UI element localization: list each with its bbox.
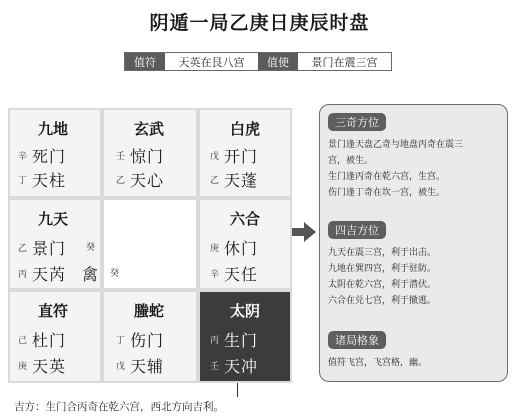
earth-stem: 庚 [18, 362, 28, 372]
heaven-stem: 己 [18, 336, 28, 346]
gate-name: 开门 [224, 147, 259, 166]
gate-name: 死门 [32, 147, 67, 166]
earth-stem: 丙 [18, 270, 28, 280]
analysis-panel [319, 104, 508, 382]
extra-stem: 癸 [86, 243, 96, 253]
palace-southeast [200, 292, 290, 381]
heaven-stem: 丁 [116, 336, 126, 346]
earth-stem: 辛 [210, 270, 220, 280]
panel-line: 景门逢天盘乙奇与地盘丙奇在震三 [328, 140, 464, 150]
gate-name: 惊门 [130, 147, 165, 166]
heaven-stem: 辛 [18, 152, 28, 162]
page-title: 阴遁一局乙庚日庚辰时盘 [149, 12, 370, 34]
palace-northeast [200, 110, 290, 196]
palace-east [200, 200, 290, 288]
panel-line: 宫，被生。 [328, 156, 374, 166]
star-name: 天蓬 [224, 171, 259, 190]
heaven-stem: 丙 [210, 336, 220, 346]
palace-title: 螣蛇 [134, 302, 165, 320]
palace-title: 直符 [38, 302, 69, 320]
star-name: 天英 [32, 357, 67, 376]
heaven-stem: 乙 [18, 244, 28, 254]
palace-title: 玄武 [134, 120, 165, 138]
section-heading-siji: 四吉方位 [328, 221, 386, 239]
panel-line: 生门逢丙奇在乾六宫，生宫。 [328, 172, 446, 182]
panel-line: 九地在巽四宫，利于驻防。 [328, 264, 437, 274]
connector-line [237, 383, 238, 397]
palace-north [104, 110, 196, 196]
gate-name: 景门 [32, 239, 67, 258]
gate-name: 杜门 [32, 331, 67, 350]
auspicious-direction-note: 吉方：生门合丙奇在乾六宫，西北方向吉利。 [14, 401, 224, 413]
palace-center [104, 200, 196, 288]
palace-southwest [10, 292, 100, 381]
panel-line: 值符飞宫，飞宫格，幽。 [328, 358, 428, 368]
star-name: 天任 [224, 265, 259, 284]
zhifu-value: 天英在艮八宫 [165, 53, 258, 70]
zhifu-label: 值符 [125, 53, 165, 70]
heaven-stem: 庚 [210, 244, 220, 254]
earth-stem: 壬 [210, 362, 220, 372]
palace-west [10, 200, 100, 288]
earth-stem: 乙 [116, 176, 126, 186]
section-heading-sanqi: 三奇方位 [328, 113, 386, 131]
panel-line: 六合在兑七宫，利于撤逃。 [328, 296, 437, 306]
palace-northwest [10, 110, 100, 196]
nine-palace-grid [8, 108, 292, 383]
palace-title: 白虎 [230, 120, 261, 138]
palace-title: 九地 [38, 120, 69, 138]
panel-line: 太阴在乾六宫，利于潜伏。 [328, 280, 437, 290]
center-stem: 癸 [110, 269, 120, 279]
heaven-stem: 戊 [210, 152, 220, 162]
gate-name: 休门 [224, 239, 259, 258]
section-heading-geju: 诸局格象 [328, 331, 386, 349]
panel-line: 九天在震三宫，利于出击。 [328, 248, 437, 258]
palace-south [104, 292, 196, 381]
gate-name: 伤门 [130, 331, 165, 350]
star-name: 天芮 [32, 265, 67, 284]
extra-star: 禽 [82, 265, 100, 284]
palace-title: 九天 [38, 210, 69, 228]
star-name: 天辅 [130, 357, 165, 376]
heaven-stem: 壬 [116, 152, 126, 162]
zhishi-value: 景门在震三宫 [298, 53, 391, 70]
star-name: 天心 [130, 171, 165, 190]
palace-title: 太阴 [230, 302, 261, 320]
earth-stem: 乙 [210, 176, 220, 186]
star-name: 天冲 [224, 357, 259, 376]
earth-stem: 戊 [116, 362, 126, 372]
gate-name: 生门 [224, 331, 259, 350]
star-name: 天柱 [32, 171, 67, 190]
earth-stem: 丁 [18, 176, 28, 186]
panel-line: 伤门逢丁奇在坎一宫，被生。 [328, 188, 446, 198]
duty-info-bar [124, 52, 392, 71]
right-arrow-icon [292, 222, 316, 242]
palace-title: 六合 [230, 210, 261, 228]
zhishi-label: 值使 [258, 53, 298, 70]
